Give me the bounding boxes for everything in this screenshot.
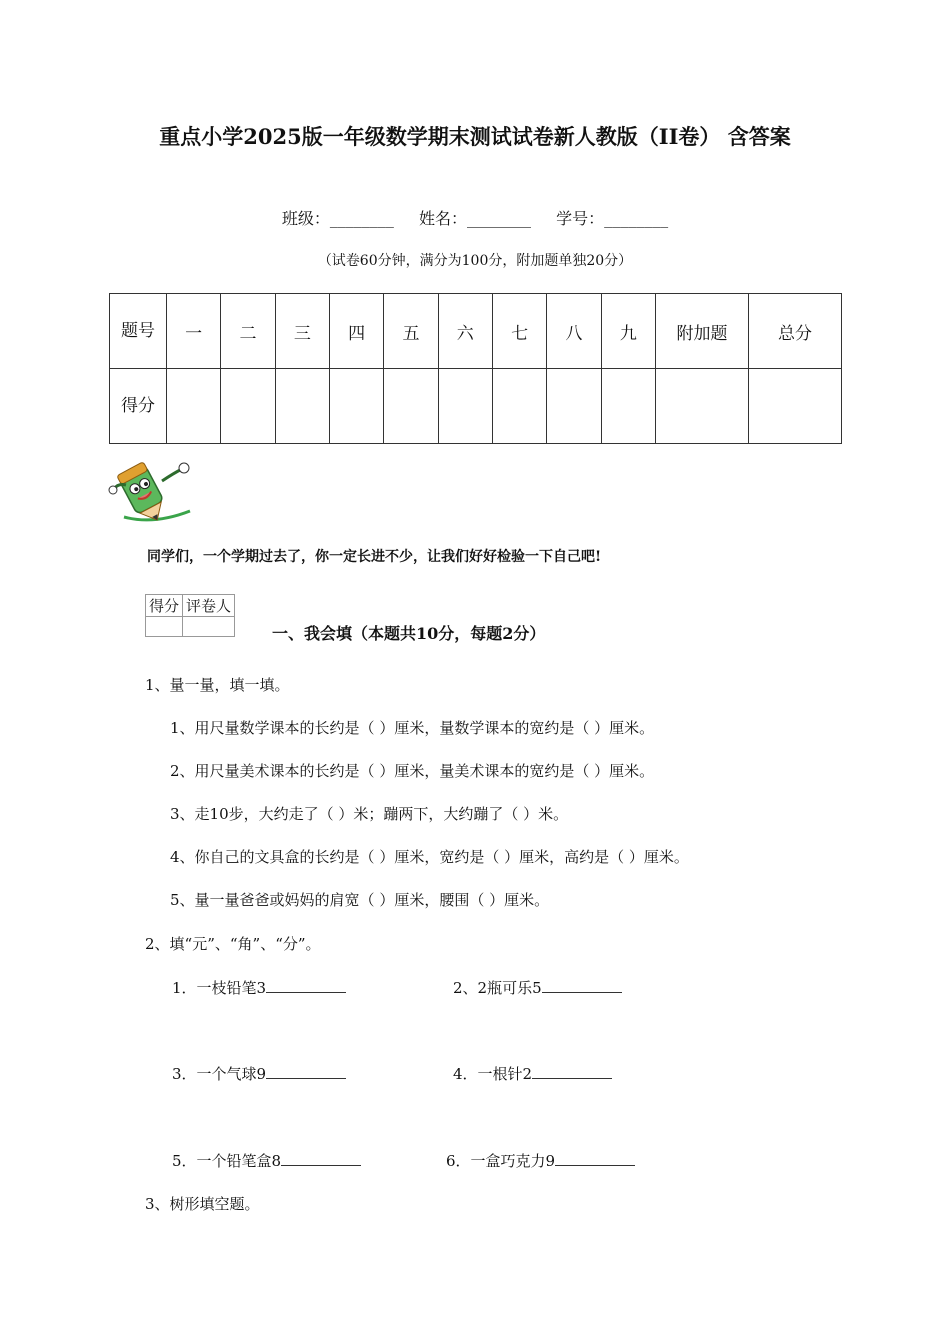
question-2-item: 3．一个气球9 <box>172 1063 346 1084</box>
question-1-item: 3、走10步，大约走了（ ）米；蹦两下，大约蹦了（ ）米。 <box>170 805 569 823</box>
score-cell[interactable] <box>275 369 329 444</box>
score-cell[interactable] <box>601 369 655 444</box>
question-1-item: 4、你自己的文具盒的长约是（ ）厘米，宽约是（ ）厘米，高约是（ ）厘米。 <box>170 848 689 866</box>
score-cell[interactable] <box>167 369 221 444</box>
grader-table <box>145 594 235 637</box>
student-info <box>0 206 950 229</box>
col-header: 六 <box>438 294 492 369</box>
answer-blank[interactable] <box>266 978 346 993</box>
question-2-title: 2、填“元”、“角”、“分”。 <box>145 935 321 953</box>
question-2-item: 1．一枝铅笔3 <box>172 977 346 998</box>
grader-name-label: 评卷人 <box>183 595 235 617</box>
col-header: 七 <box>492 294 546 369</box>
score-cell[interactable] <box>749 369 842 444</box>
class-field[interactable]: 班级：________ <box>281 209 394 228</box>
answer-blank[interactable] <box>532 1064 612 1079</box>
score-cell[interactable] <box>329 369 383 444</box>
section-title: 一、我会填（本题共10分，每题2分） <box>272 624 546 643</box>
question-2-item: 2、2瓶可乐5 <box>453 977 622 998</box>
answer-blank[interactable] <box>281 1151 361 1166</box>
grader-score-cell[interactable] <box>146 617 183 637</box>
question-2-item: 6．一盒巧克力9 <box>446 1150 635 1171</box>
score-cell[interactable] <box>656 369 749 444</box>
score-cell[interactable] <box>221 369 275 444</box>
col-header: 三 <box>275 294 329 369</box>
question-1-item: 5、量一量爸爸或妈妈的肩宽（ ）厘米，腰围（ ）厘米。 <box>170 891 550 909</box>
grader-score-label: 得分 <box>146 595 183 617</box>
col-header: 五 <box>384 294 438 369</box>
col-header: 四 <box>329 294 383 369</box>
exam-note: （试卷60分钟，满分为100分，附加题单独20分） <box>317 253 633 269</box>
name-field[interactable]: 姓名：________ <box>418 209 531 228</box>
question-1-title: 1、量一量，填一填。 <box>145 676 290 694</box>
answer-blank[interactable] <box>555 1151 635 1166</box>
row-header-number: 题号 <box>110 294 167 369</box>
answer-blank[interactable] <box>266 1064 346 1079</box>
question-3-title: 3、树形填空题。 <box>145 1195 260 1213</box>
encouragement-text: 同学们，一个学期过去了，你一定长进不少，让我们好好检验一下自己吧! <box>147 549 602 565</box>
col-header: 总分 <box>749 294 842 369</box>
question-2-item: 4．一根针2 <box>453 1063 612 1084</box>
col-header: 附加题 <box>656 294 749 369</box>
score-cell[interactable] <box>492 369 546 444</box>
id-field[interactable]: 学号：________ <box>556 209 669 228</box>
grader-name-cell[interactable] <box>183 617 235 637</box>
score-cell[interactable] <box>547 369 601 444</box>
question-2-item: 5．一个铅笔盒8 <box>172 1150 361 1171</box>
col-header: 一 <box>167 294 221 369</box>
question-1-item: 1、用尺量数学课本的长约是（ ）厘米，量数学课本的宽约是（ ）厘米。 <box>170 719 655 737</box>
question-1-item: 2、用尺量美术课本的长约是（ ）厘米，量美术课本的宽约是（ ）厘米。 <box>170 762 655 780</box>
page-title: 重点小学2025版一年级数学期末测试试卷新人教版（II卷） 含答案 <box>159 124 791 149</box>
answer-blank[interactable] <box>542 978 622 993</box>
row-header-score: 得分 <box>110 369 167 444</box>
col-header: 九 <box>601 294 655 369</box>
col-header: 八 <box>547 294 601 369</box>
score-cell[interactable] <box>384 369 438 444</box>
col-header: 二 <box>221 294 275 369</box>
score-cell[interactable] <box>438 369 492 444</box>
pencil-mascot-icon <box>104 455 196 527</box>
score-table <box>109 293 842 444</box>
